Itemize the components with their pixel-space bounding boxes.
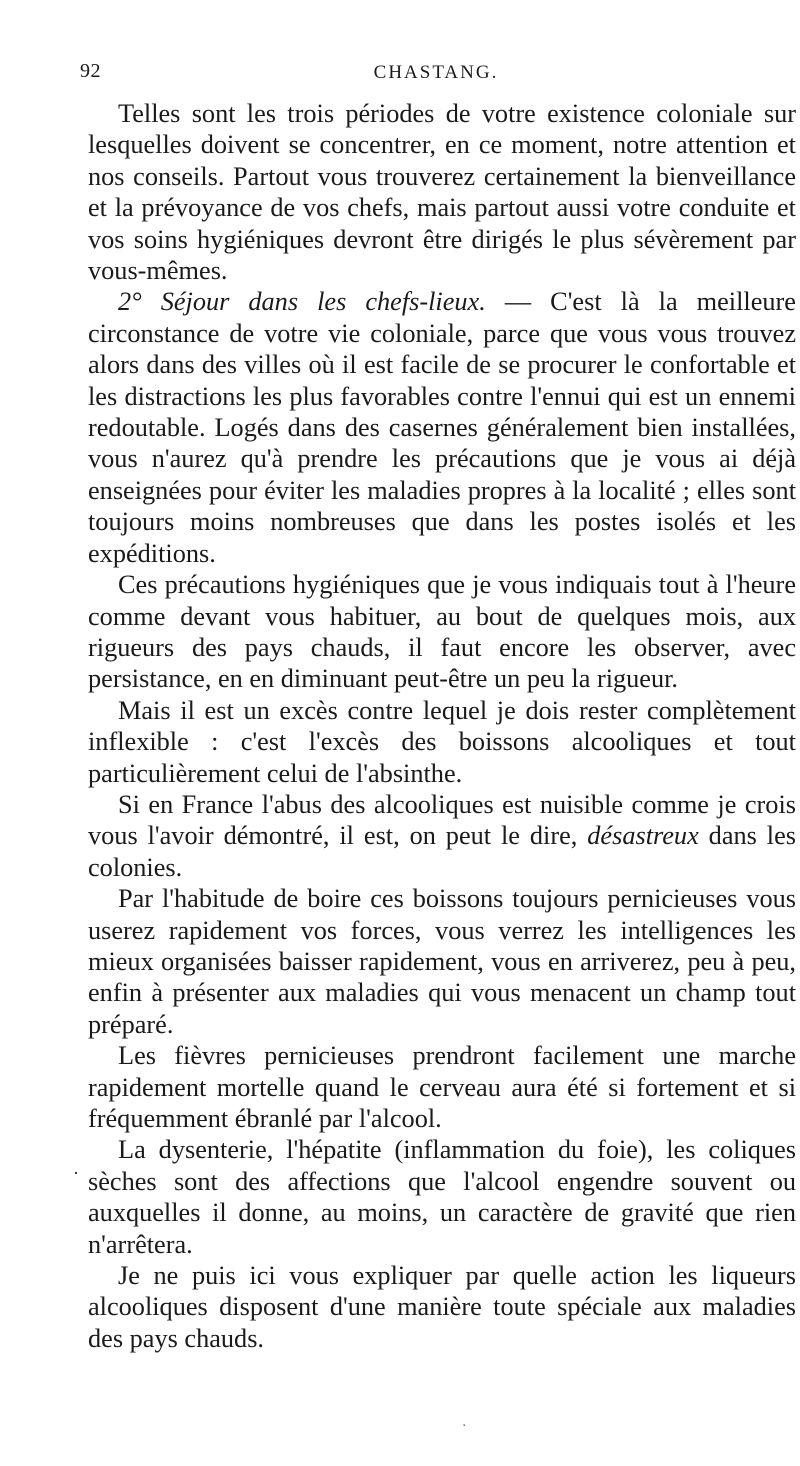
paragraph-text: Si en France l'abus des alcooliques est nuisible comme je crois vous l'avoir démontré, il est, on peut le dire, xyxy=(88,789,796,851)
running-title: CHASTANG. xyxy=(373,62,499,83)
paragraph-7 xyxy=(88,1040,796,1134)
paragraph-4 xyxy=(88,695,796,789)
paragraph-1 xyxy=(88,98,796,286)
paragraph-text: dans les colonies. xyxy=(88,821,797,882)
section-heading: 2° Séjour dans les chefs-lieux. xyxy=(118,287,486,317)
paragraph-text: — C'est là la meilleure circonstance de votre vie coloniale, parce que vous vous trouvez alors dans des villes où il est facile de se procurer le confortable et les distractions les plus favorables contre l'ennui qui est un ennemi redoutable. Logés dans des casernes généralement bien installées, vous n'aurez qu'à prendre les précautions que je vous ai déjà enseignées pour éviter les maladies propres à la localité ; elles sont toujours moins nombreuses que dans les postes isolés et les expéditions. xyxy=(88,287,796,568)
running-head xyxy=(80,60,792,90)
paragraph-8 xyxy=(88,1134,796,1260)
paragraph-text: Par l'habitude de boire ces boissons toujours pernicieuses vous userez rapidement vos forces, vous verrez les intelligences les mieux organisées baisser rapidement, vous en arriverez, peu à peu, enfin à présenter aux maladies qui vous menacent un champ tout préparé. xyxy=(88,884,796,1039)
paragraph-6 xyxy=(88,883,796,1040)
paragraph-5 xyxy=(88,789,796,883)
paragraph-text: Telles sont les trois périodes de votre existence coloniale sur lesquelles doivent se concentrer, en ce moment, notre attention et nos conseils. Partout vous trouverez certainement la bienveillance et la prévoyance de vos chefs, mais partout aussi votre conduite et vos soins hygiéniques devront être dirigés le plus sévèrement par vous-mêmes. xyxy=(88,99,796,286)
paragraph-text: Je ne puis ici vous expliquer par quelle action les liqueurs alcooliques disposent d'une manière toute spéciale aux maladies des pays chauds. xyxy=(88,1261,796,1353)
paragraph-2 xyxy=(88,286,796,569)
footer-mark: · xyxy=(462,1418,467,1434)
body-text xyxy=(88,98,796,1354)
emphasized-word: désastreux xyxy=(587,821,699,851)
margin-mark: · xyxy=(73,1163,79,1183)
paragraph-3 xyxy=(88,569,796,695)
paragraph-9 xyxy=(88,1260,796,1354)
paragraph-text: Ces précautions hygiéniques que je vous indiquais tout à l'heure comme devant vous habituer, au bout de quelques mois, aux rigueurs des pays chauds, il faut encore les observer, avec persistance, en en diminuant peut-être un peu la rigueur. xyxy=(88,570,796,694)
paragraph-text: Mais il est un excès contre lequel je dois rester complètement inflexible : c'est l'excès des boissons alcooliques et tout particulièrement celui de l'absinthe. xyxy=(88,695,796,788)
paragraph-text: Les fièvres pernicieuses prendront facilement une marche rapidement mortelle quand le cerveau aura été si fortement et si fréquemment ébranlé par l'alcool. xyxy=(88,1041,796,1133)
page-number: 92 xyxy=(80,60,101,82)
paragraph-text: La dysenterie, l'hépatite (inflammation du foie), les coliques sèches sont des affections que l'alcool engendre souvent ou auxquelles il donne, au moins, un caractère de gravité que rien n'arrêtera. xyxy=(88,1135,796,1259)
